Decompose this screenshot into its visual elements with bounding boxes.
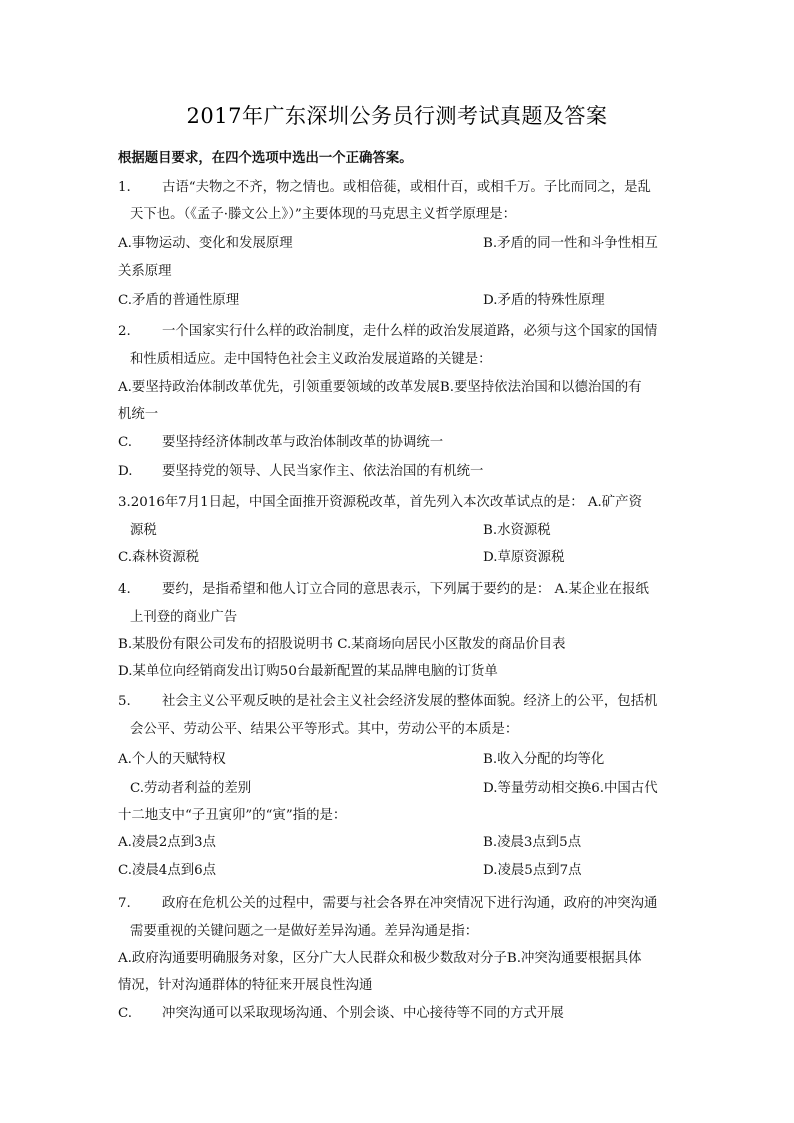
question-1-option-c: C.矛盾的普通性原理 (118, 293, 240, 308)
question-4-options-bc: B.某股份有限公司发布的招股说明书 C.某商场向居民小区散发的商品价目表 (118, 637, 566, 652)
question-number: 7. (118, 896, 131, 911)
question-2-stem-cont: 和性质相适应。走中国特色社会主义政治发展道路的关键是： (130, 352, 492, 367)
question-5-option-a: A.个人的天赋特权 (118, 752, 226, 767)
question-5-option-b: B.收入分配的均等化 (483, 752, 605, 767)
question-6-option-c: C.凌晨4点到6点 (118, 863, 217, 878)
question-7-options-ab: A.政府沟通要明确服务对象，区分广大人民群众和极少数敌对分子B.冲突沟通要根据具体 (118, 951, 642, 966)
question-6-option-d: D.凌晨5点到7点 (483, 863, 582, 878)
option-label: C. (118, 435, 133, 450)
question-1-stem (118, 179, 651, 197)
question-7-option-c (118, 1005, 564, 1023)
question-1-option-a: A.事物运动、变化和发展原理 (118, 236, 293, 251)
question-1-option-b-cont: 关系原理 (118, 264, 172, 279)
question-4-stem (118, 581, 649, 599)
option-text: 要坚持经济体制改革与政治体制改革的协调统一 (162, 435, 444, 450)
question-3-stem: 3.2016年7月1日起，中国全面推开资源税改革，首先列入本次改革试点的是： A.矿产资 (118, 495, 642, 510)
question-number: 1. (118, 180, 131, 195)
question-7-stem-cont: 需要重视的关键问题之一是做好差异沟通。差异沟通是指： (130, 924, 479, 939)
question-3-option-b: B.水资源税 (483, 523, 551, 538)
question-7-stem (118, 895, 657, 913)
question-7-options-ab-cont: 情况，针对沟通群体的特征来开展良性沟通 (118, 978, 373, 993)
question-5-stem-cont: 会公平、劳动公平、结果公平等形式。其中，劳动公平的本质是： (130, 722, 519, 737)
question-3-option-d: D.草原资源税 (483, 550, 565, 565)
question-5-option-c: C.劳动者利益的差别 (130, 781, 252, 796)
question-6-option-b: B.凌晨3点到5点 (483, 835, 582, 850)
page-title: 2017年广东深圳公务员行测考试真题及答案 (186, 104, 608, 128)
question-text: 政府在危机公关的过程中，需要与社会各界在冲突情况下进行沟通，政府的冲突沟通 (162, 896, 658, 911)
question-1-stem-cont: 天下也。（《孟子·滕文公上》）”主要体现的马克思主义哲学原理是： (130, 207, 517, 222)
question-1-option-d: D.矛盾的特殊性原理 (483, 293, 605, 308)
question-2-option-c (118, 434, 443, 452)
question-2-option-d (118, 463, 483, 481)
question-2-options-ab: A.要坚持政治体制改革优先，引领重要领域的改革发展B.要坚持依法治国和以德治国的有 (118, 380, 642, 395)
question-5-option-d: D.等量劳动相交换6.中国古代 (483, 781, 658, 796)
option-label: C. (118, 1006, 133, 1021)
question-5-stem (118, 693, 657, 711)
question-4-stem-cont: 上刊登的商业广告 (130, 610, 238, 625)
question-6-stem: 十二地支中“子丑寅卯”的“寅”指的是： (118, 808, 347, 823)
question-2-stem (118, 323, 657, 341)
question-3-stem-cont: 源税 (130, 523, 157, 538)
option-text: 冲突沟通可以采取现场沟通、个别会谈、中心接待等不同的方式开展 (162, 1006, 564, 1021)
question-text: 一个国家实行什么样的政治制度，走什么样的政治发展道路，必须与这个国家的国情 (162, 324, 658, 339)
question-1-option-b: B.矛盾的同一性和斗争性相互 (483, 236, 658, 251)
instruction-text: 根据题目要求，在四个选项中选出一个正确答案。 (118, 151, 413, 166)
question-text: 古语“夫物之不齐，物之情也。或相倍蓰，或相什百，或相千万。子比而同之，是乱 (162, 180, 651, 195)
question-text: 社会主义公平观反映的是社会主义社会经济发展的整体面貌。经济上的公平，包括机 (162, 694, 658, 709)
question-2-options-ab-cont: 机统一 (118, 407, 159, 422)
question-6-option-a: A.凌晨2点到3点 (118, 835, 216, 850)
question-text: 要约，是指希望和他人订立合同的意思表示，下列属于要约的是： A.某企业在报纸 (162, 582, 649, 597)
question-number: 4. (118, 582, 131, 597)
question-4-option-d: D.某单位向经销商发出订购50台最新配置的某品牌电脑的订货单 (118, 664, 498, 679)
question-number: 5. (118, 694, 131, 709)
question-number: 2. (118, 324, 131, 339)
option-text: 要坚持党的领导、人民当家作主、依法治国的有机统一 (162, 464, 484, 479)
question-3-option-c: C.森林资源税 (118, 550, 199, 565)
option-label: D. (118, 464, 133, 479)
